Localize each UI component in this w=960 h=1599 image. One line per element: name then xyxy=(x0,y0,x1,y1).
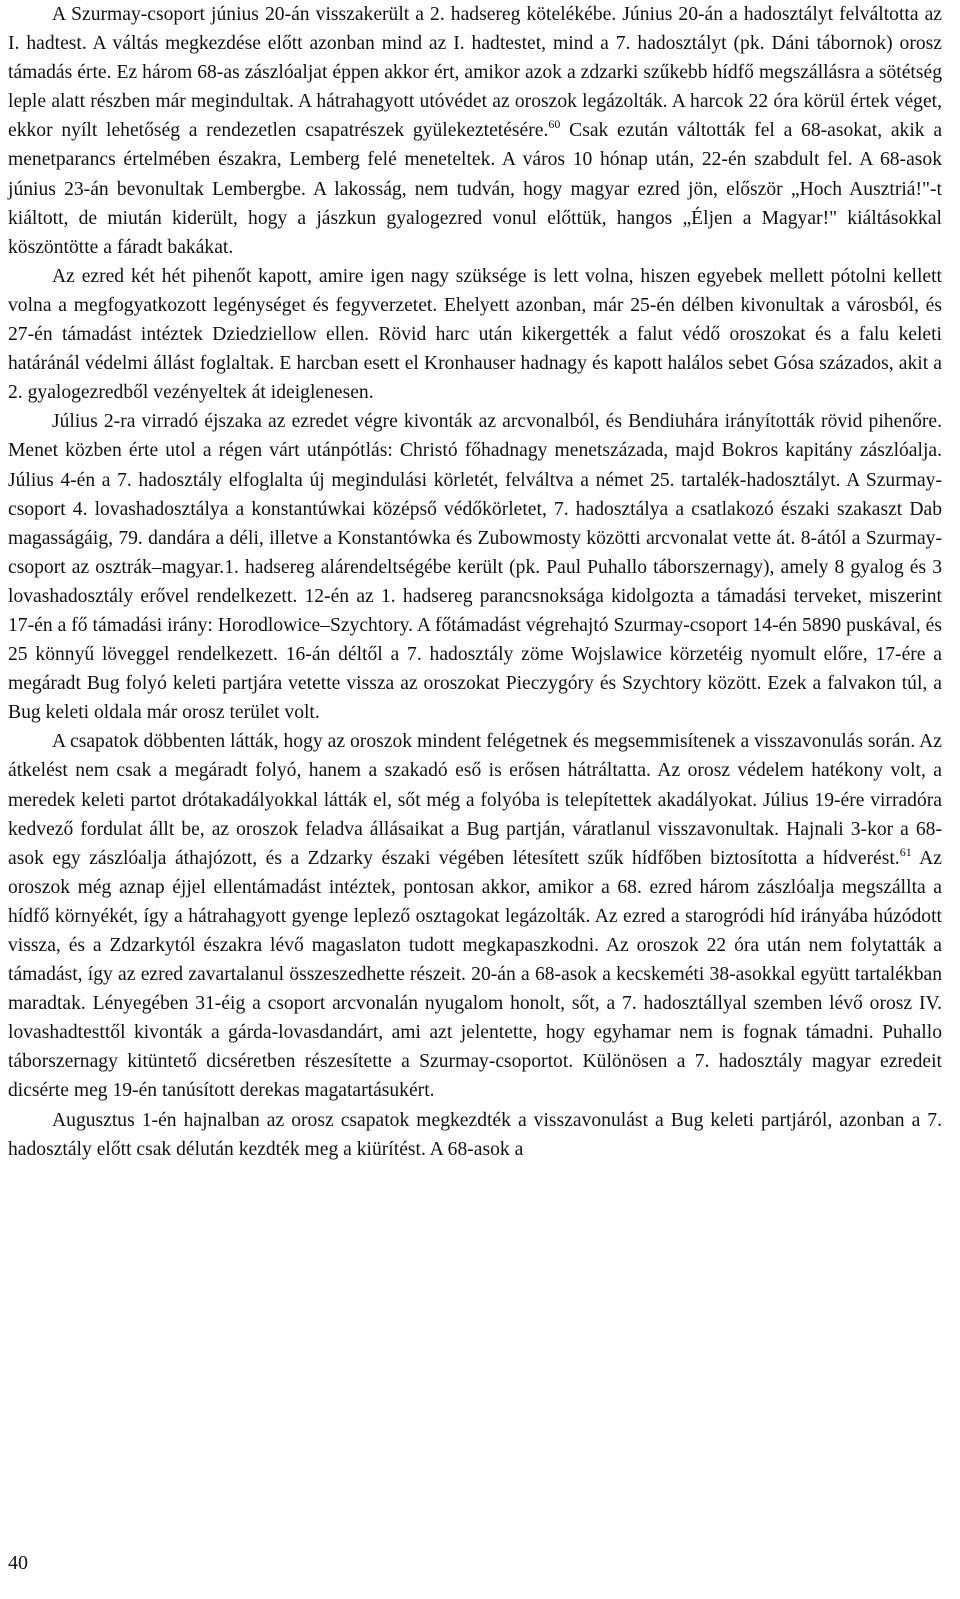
paragraph-1-part-2: Csak ezután váltották fel a 68-asokat, akik a menetparancs értelmében északra, Lemberg felé meneteltek. A város 10 hónap után, 22-én szabdult fel. A 68-asok június 23-án bevonultak Lembergbe. A lakosság, nem tudván, hogy magyar ezred jön, először „Hoch Ausztriá!"-t kiáltott, de miután kiderült, hogy a jászkun gyalogezred vonul előttük, hangos „Éljen a Magyar!" kiáltásokkal köszöntötte a fáradt bakákat. xyxy=(8,120,943,258)
paragraph-5: Augusztus 1-én hajnalban az orosz csapatok megkezdték a visszavonulást a Bug keleti partjáról, azonban a 7. hadosztály előtt csak délután kezdték meg a kiürítést. A 68-asok a xyxy=(8,1109,942,1160)
paragraph-4-part-2: Az oroszok még aznap éjjel ellentámadást intéztek, pontosan akkor, amikor a 68. ezred három zászlóalja megszállta a hídfő környékét, így a hátrahagyott gyenge leplező osztagokat legázolták. Az ezred a starogródi híd irányába húzódott vissza, és a Zdzarkytól északra lévő magaslaton tudott megkapaszkodni. Az oroszok 22 óra után nem folytatták a támadást, így az ezred zavartalanul összeszedhette részeit. 20-án a 68-asok a kecskeméti 38-asokkal együtt tartalékban maradtak. Lényegében 31-éig a csoport arcvonalán nyugalom honolt, sőt, a 7. hadosztállyal szemben lévő orosz IV. lovashadtesttől kivonták a gárda-lovasdandárt, ami azt jelentette, hogy egyhamar nem is fognak támadni. Puhallo táborszernagy kitüntető dicséretben részesítette a Szurmay-csoportot. Különösen a 7. hadosztály magyar ezredeit dicsérte meg 19-én tanúsított derekas magatartásukért. xyxy=(8,847,942,1102)
paragraph-1 xyxy=(8,0,942,262)
body-text xyxy=(8,0,942,1164)
footnote-ref-61[interactable]: 61 xyxy=(899,844,912,859)
paragraph-4-part-1: A csapatok döbbenten látták, hogy az oroszok mindent felégetnek és megsemmisítenek a visszavonulás során. Az átkelést nem csak a megáradt folyó, hanem a szakadó eső is erősen hátráltatta. Az orosz védelem hatékony volt, a meredek keleti partot drótakadályokkal látták el, sőt még a folyóba is telepítettek akadályokat. Július 19-ére virradóra kedvező fordulat állt be, az oroszok feladva állásaikat a Bug partján, váratlanul visszavonultak. Hajnali 3-kor a 68-asok egy zászlóalja áthajózott, és a Zdzarky északi végében létesített szűk hídfőben biztosította a hídverést. xyxy=(8,731,942,869)
page-number: 40 xyxy=(8,1552,28,1574)
paragraph-4 xyxy=(8,727,942,1105)
footnote-ref-60[interactable]: 60 xyxy=(548,117,561,132)
paragraph-3: Július 2-ra virradó éjszaka az ezredet végre kivonták az arcvonalból, és Bendiuhára irányították rövid pihenőre. Menet közben érte utol a régen várt utánpótlás: Christó főhadnagy menetszázada, majd Bokros kapitány zászlóalja. Július 4-én a 7. hadosztály elfoglalta új megindulási körletét, felváltva a német 25. tartalék-hadosztályt. A Szurmay-csoport 4. lovashadosztálya a konstantúwkai középső védőkörletet, 7. hadosztálya a csatlakozó északi szakaszt Dab magasságáig, 79. dandára a déli, illetve a Konstantówka és Zubowmosty közötti arcvonalat vette át. 8-ától a Szurmay-csoport az osztrák–magyar.1. hadsereg alárendeltségébe került (pk. Paul Puhallo táborszernagy), amely 8 gyalog és 3 lovashadosztály erővel rendelkezett. 12-én az 1. hadsereg parancsnoksága kidolgozta a támadási terveket, miszerint 17-én a fő támadási irány: Horodlowice–Szychtory. A főtámadást végrehajtó Szurmay-csoport 14-én 5890 puskával, és 25 könnyű löveggel rendelkezett. 16-án déltől a 7. hadosztály zöme Wojslawice körzetéig nyomult előre, 17-ére a megáradt Bug folyó keleti partjára vetette vissza az oroszokat Pieczygóry és Szychtory között. Ezek a falvakon túl, a Bug keleti oldala már orosz terület volt. xyxy=(8,411,942,724)
paragraph-2: Az ezred két hét pihenőt kapott, amire igen nagy szüksége is lett volna, hiszen egyebek mellett pótolni kellett volna a megfogyatkozott legénységet és fegyverzetet. Ehelyett azonban, már 25-én délben kivonultak a városból, és 27-én támadást intéztek Dziedziellow ellen. Rövid harc után kikergették a falut védő oroszokat és a falu keleti határánál védelmi állást foglaltak. E harcban esett el Kronhauser hadnagy és kapott halálos sebet Gósa százados, akit a 2. gyalogezredből vezényeltek át ideiglenesen. xyxy=(8,265,942,404)
paragraph-1-part-1: A Szurmay-csoport június 20-án visszakerült a 2. hadsereg kötelékébe. Június 20-án a hadosztályt felváltotta az I. hadtest. A váltás megkezdése előtt azonban mind az I. hadtestet, mind a 7. hadosztályt (pk. Dáni tábornok) orosz támadás érte. Ez három 68-as zászlóaljat éppen akkor ért, amikor azok a zdzarki szűkebb hídfő megszállásra a sötétség leple alatt részben már megindultak. A hátrahagyott utóvédet az oroszok legázolták. A harcok 22 óra körül értek véget, ekkor nyílt lehetőség a rendezetlen csapatrészek gyülekeztetésére. xyxy=(8,4,942,142)
